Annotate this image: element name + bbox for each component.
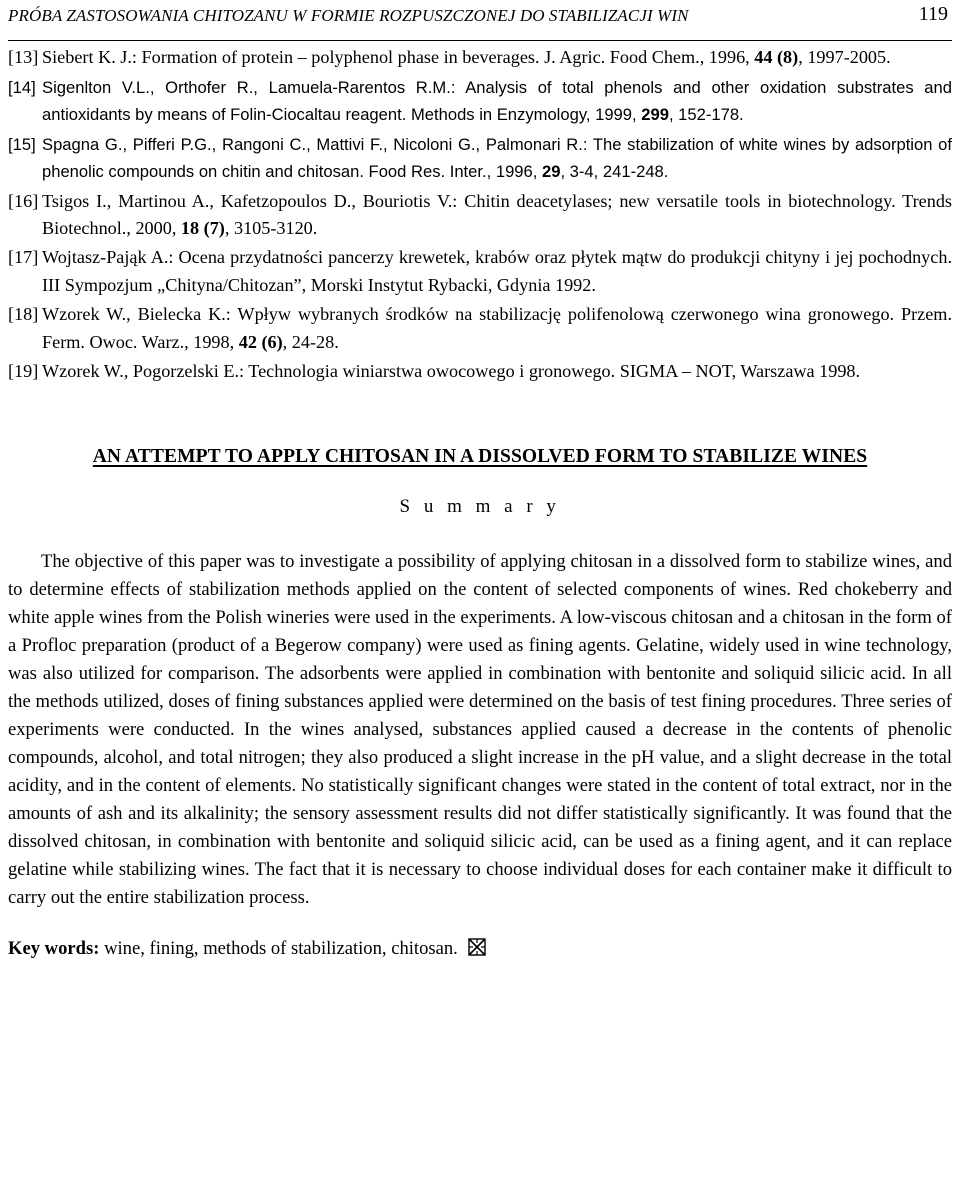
reference-number: [14] [8, 77, 36, 97]
reference-issue: (6) [261, 331, 283, 352]
reference-item [8, 358, 952, 385]
reference-number: [16] [8, 190, 39, 211]
reference-item [8, 188, 952, 242]
running-title: PRÓBA ZASTOSOWANIA CHITOZANU W FORMIE ROZPUSZCZONEJ DO STABILIZACJI WIN [8, 6, 689, 25]
reference-text: Chitin deacetylases; new versatile tools in biotechnology. Trends Biotechnol., 2000, [42, 190, 953, 238]
reference-authors: Sigenlton V.L., Orthofer R., Lamuela-Rarentos R.M.: [42, 77, 456, 97]
reference-volume: 29 [541, 161, 561, 181]
reference-text: The stabilization of white wines by adsorption of phenolic compounds on chitin and chitosan. Food Res. Inter., 1996, [42, 134, 952, 181]
reference-number: [17] [8, 247, 39, 268]
reference-pages: , 24-28. [282, 331, 339, 352]
page [8, 0, 952, 963]
reference-pages: , 3-4, 241-248. [560, 161, 669, 181]
reference-number: [19] [8, 361, 39, 382]
reference-text: Wpływ wybranych środków na stabilizację polifenolową czerwonego wina gronowego. Przem. Ferm. Owoc. Warz., 1998, [42, 304, 952, 352]
reference-pages: , 3105-3120. [224, 217, 318, 238]
reference-item [8, 131, 952, 185]
summary-heading: S u m m a r y [399, 496, 561, 518]
reference-authors: Wzorek W., Bielecka K.: [42, 304, 231, 325]
reference-number: [15] [8, 134, 36, 154]
reference-authors: Wojtasz-Pająk A.: [42, 247, 174, 268]
reference-number: [18] [8, 304, 39, 325]
reference-volume: 18 [180, 217, 200, 238]
reference-item [8, 301, 952, 355]
reference-volume: 299 [641, 104, 669, 124]
abstract-paragraph: The objective of this paper was to investigate a possibility of applying chitosan in a dissolved form to stabilize wines, and to determine effects of stabilization methods applied on the content of selected components of wines. Red chokeberry and white apple wines from the Polish wineries were used in the experiments. A low-viscous chitosan and a chitosan in the form of a Profloc preparation (product of a Begerow company) were used as fining agents. Gelatine, widely used in wine technology, was also utilized for comparison. The adsorbents were applied in combination with bentonite and soliquid silicic acid. In all the methods utilized, doses of fining substances applied were determined on the basis of test fining procedures. Three series of experiments were conducted. In the wines analysed, substances applied caused a decrease in the contents of phenolic compounds, alcohol, and total nitrogen; they also produced a slight increase in the pH value, and a slight decrease in the total acidity, and in the content of elements. No statistically significant changes were stated in the content of total extract, nor in the amounts of ash and its alkalinity; the sensory assessment results did not differ statistically significantly. It was found that the dissolved chitosan, in combination with bentonite and soliquid silicic acid, can be used as a fining agent, and it can replace gelatine while stabilizing wines. The fact that it is necessary to choose individual doses for each container make it difficult to carry out the entire stabilization process. [8, 551, 952, 909]
keywords-text: wine, fining, methods of stabilization, chitosan. [99, 938, 458, 960]
reference-text: Formation of protein – polyphenol phase in beverages. J. Agric. Food Chem., 1996, [136, 47, 755, 67]
reference-item [8, 44, 952, 71]
reference-list [8, 44, 952, 385]
reference-volume: 42 [238, 331, 257, 352]
keywords-line [8, 935, 952, 963]
reference-volume: 44 [754, 47, 773, 67]
reference-text: Ocena przydatności pancerzy krewetek, krabów oraz płytek mątw do produkcji chityny i jej pochodnych. III Sympozjum „Chityna/Chitozan”, Morski Instytut Rybacki, Gdynia 1992. [42, 247, 952, 295]
reference-authors: Wzorek W., Pogorzelski E.: [42, 361, 245, 382]
english-title: AN ATTEMPT TO APPLY CHITOSAN IN A DISSOLVED FORM TO STABILIZE WINES [92, 446, 868, 468]
reference-pages: , 1997-2005. [798, 47, 891, 67]
running-header [8, 0, 952, 41]
reference-authors: Spagna G., Pifferi P.G., Rangoni C., Mattivi F., Nicoloni G., Palmonari R.: [42, 134, 588, 154]
reference-pages: , 152-178. [668, 104, 744, 124]
reference-text: Analysis of total phenols and other oxidation substrates and antioxidants by means of Folin-Ciocaltau reagent. Methods in Enzymology, 1999, [42, 77, 952, 124]
reference-item [8, 244, 952, 298]
reference-number: [13] [8, 47, 39, 67]
page-number: 119 [918, 3, 948, 25]
reference-issue: (8) [777, 47, 799, 67]
reference-item [8, 74, 952, 128]
reference-authors: Siebert K. J.: [42, 47, 137, 67]
reference-authors: Tsigos I., Martinou A., Kafetzopoulos D., Bouriotis V.: [42, 190, 458, 211]
reference-text: Technologia winiarstwa owocowego i gronowego. SIGMA – NOT, Warszawa 1998. [244, 361, 861, 382]
boxed-x-end-mark-icon [468, 937, 486, 955]
keywords-label: Key words: [8, 938, 100, 960]
reference-issue: (7) [203, 217, 225, 238]
